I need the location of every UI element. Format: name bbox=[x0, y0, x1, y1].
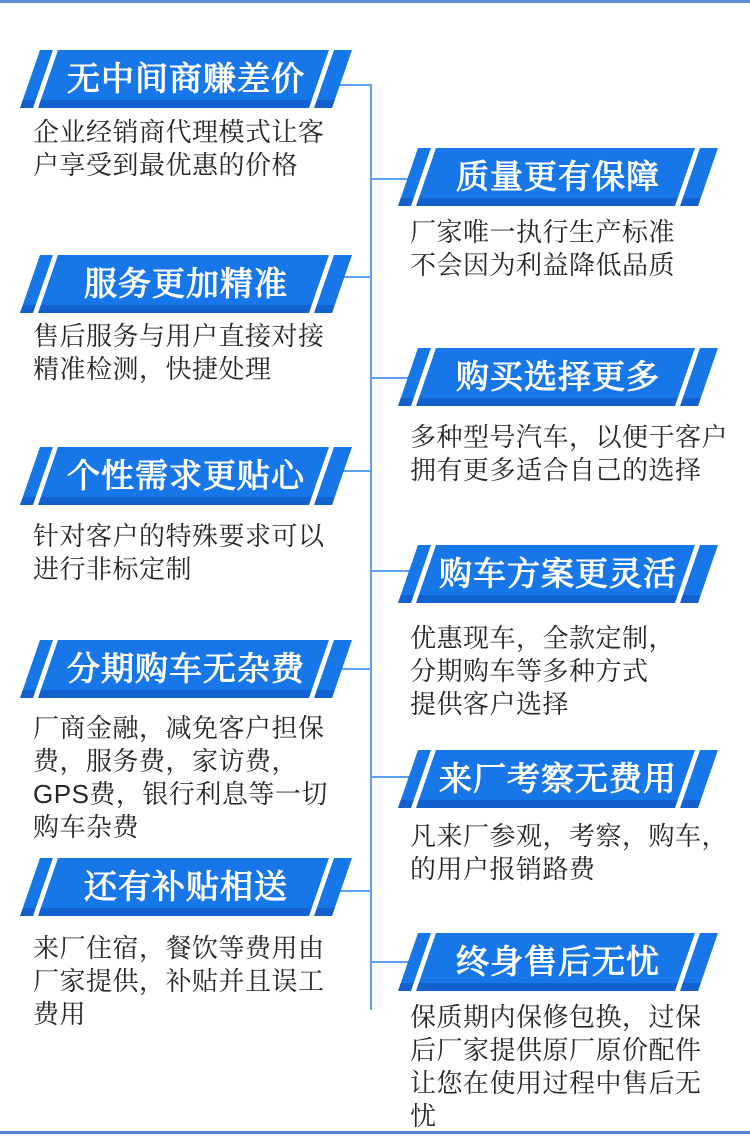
description-line: 费，服务费，家访费， bbox=[33, 746, 299, 776]
benefit-description-right-4 bbox=[410, 820, 728, 886]
benefit-description-left-4 bbox=[33, 712, 328, 844]
description-line: 企业经销商代理模式让客 bbox=[33, 117, 325, 147]
benefit-title: 个性需求更贴心 bbox=[67, 457, 305, 494]
benefit-banner-left-3 bbox=[30, 447, 342, 505]
benefit-title: 购车方案更灵活 bbox=[439, 555, 677, 592]
description-line: 不会因为利益降低品质 bbox=[410, 250, 676, 280]
description-line: 售后服务与用户直接对接 bbox=[33, 321, 325, 351]
benefit-description-right-5 bbox=[410, 1001, 702, 1133]
center-spine-line bbox=[370, 84, 372, 1010]
description-line: 户享受到最优惠的价格 bbox=[33, 150, 299, 180]
connector-left-1 bbox=[338, 84, 371, 86]
benefit-description-left-5 bbox=[33, 932, 325, 1031]
benefit-banner-left-4 bbox=[30, 640, 342, 698]
benefit-title: 还有补贴相送 bbox=[84, 868, 288, 905]
benefit-title: 质量更有保障 bbox=[456, 158, 660, 195]
description-line: 后厂家提供原厂原价配件 bbox=[410, 1035, 702, 1065]
description-line: 多种型号汽车，以便于客户 bbox=[410, 422, 729, 452]
benefit-description-left-1 bbox=[33, 116, 325, 182]
benefit-description-right-1 bbox=[410, 216, 675, 282]
benefit-banner-left-2 bbox=[30, 255, 342, 313]
connector-right-2 bbox=[370, 377, 410, 379]
benefit-description-left-2 bbox=[33, 320, 325, 386]
benefit-banner-left-1 bbox=[30, 50, 342, 108]
description-line: 费用 bbox=[33, 999, 87, 1029]
description-line: 凡来厂参观，考察，购车， bbox=[410, 821, 729, 851]
description-line: 购车杂费 bbox=[33, 812, 140, 842]
description-line: 保质期内保修包换，过保 bbox=[410, 1002, 702, 1032]
benefit-banner-right-4 bbox=[408, 750, 708, 808]
connector-right-3 bbox=[370, 570, 410, 572]
description-line: 厂家提供，补贴并且误工 bbox=[33, 966, 325, 996]
benefit-banner-right-3 bbox=[408, 545, 708, 603]
description-line: 厂家唯一执行生产标准 bbox=[410, 217, 676, 247]
connector-right-5 bbox=[370, 961, 410, 963]
description-line: 优惠现车，全款定制， bbox=[410, 623, 676, 653]
description-line: 厂商金融，减免客户担保 bbox=[33, 713, 325, 743]
connector-right-4 bbox=[370, 776, 410, 778]
benefit-title: 购买选择更多 bbox=[456, 358, 660, 395]
benefit-description-left-3 bbox=[33, 520, 325, 586]
description-line: 进行非标定制 bbox=[33, 554, 193, 584]
connector-right-1 bbox=[370, 178, 410, 180]
description-line: 拥有更多适合自己的选择 bbox=[410, 455, 702, 485]
connector-left-4 bbox=[338, 668, 371, 670]
benefit-title: 分期购车无杂费 bbox=[67, 650, 305, 687]
benefit-banner-left-5 bbox=[30, 858, 342, 916]
description-line: GPS费，银行利息等一切 bbox=[33, 779, 328, 809]
description-line: 精准检测，快捷处理 bbox=[33, 354, 272, 384]
description-line: 来厂住宿，餐饮等费用由 bbox=[33, 933, 325, 963]
benefit-title: 终身售后无忧 bbox=[456, 943, 660, 980]
description-line: 针对客户的特殊要求可以 bbox=[33, 521, 325, 551]
benefit-title: 来厂考察无费用 bbox=[439, 760, 677, 797]
benefit-title: 无中间商赚差价 bbox=[67, 60, 305, 97]
description-line: 提供客户选择 bbox=[410, 689, 570, 719]
description-line: 分期购车等多种方式 bbox=[410, 656, 649, 686]
benefit-description-right-2 bbox=[410, 421, 728, 487]
benefit-description-right-3 bbox=[410, 622, 675, 721]
description-line: 让您在使用过程中售后无 bbox=[410, 1068, 702, 1098]
benefit-banner-right-5 bbox=[408, 933, 708, 991]
description-line: 的用户报销路费 bbox=[410, 854, 596, 884]
benefit-banner-right-1 bbox=[408, 148, 708, 206]
connector-left-5 bbox=[338, 890, 371, 892]
benefit-banner-right-2 bbox=[408, 348, 708, 406]
benefit-title: 服务更加精准 bbox=[84, 265, 288, 302]
description-line: 忧 bbox=[410, 1101, 437, 1131]
top-border-line bbox=[0, 0, 750, 3]
